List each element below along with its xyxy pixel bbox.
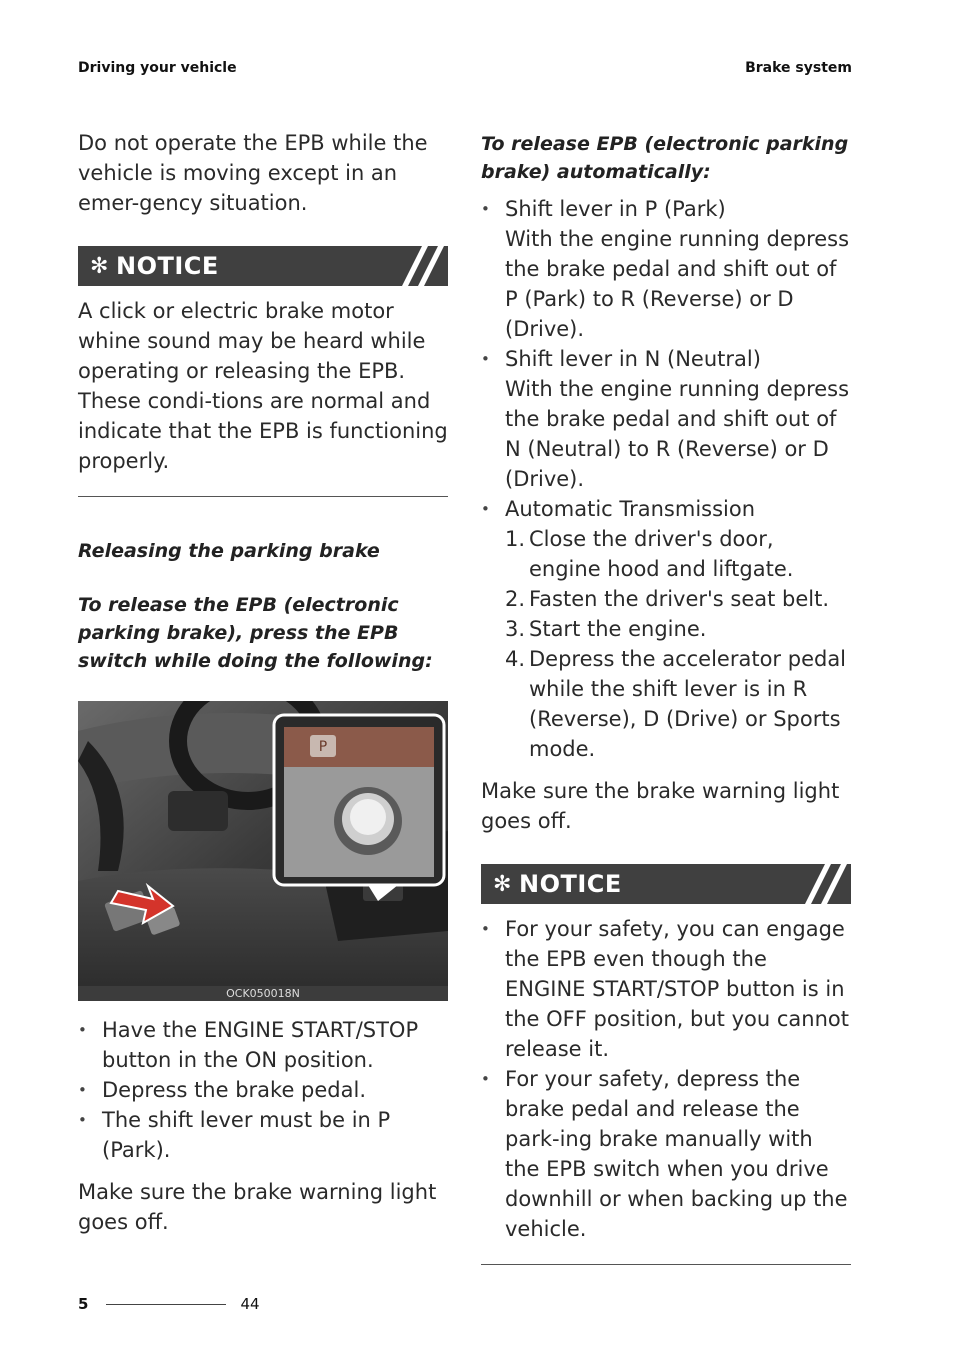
intro-paragraph: Do not operate the EPB while the vehicle is moving except in an emer-gency situation. [78, 131, 428, 215]
list-item-label: • Shift lever in N (Neutral) [505, 347, 761, 371]
notice-title: NOTICE [519, 870, 622, 898]
step-number: 3. [505, 617, 526, 641]
notice-end-rule [481, 1264, 851, 1265]
section-heading: Releasing the parking brake [78, 540, 380, 562]
left-column [78, 128, 448, 1237]
notice-text: A click or electric brake motor whine sound may be heard while operating or releasing the EPB. These condi-tions are normal and indicate that the EPB is functioning properly. [78, 299, 448, 473]
notice-safety-list [481, 914, 851, 1244]
list-item [481, 194, 851, 344]
notice-star-icon: ✻ [493, 871, 512, 897]
release-conditions-list [78, 1015, 448, 1165]
list-item-label: • Automatic Transmission [505, 497, 756, 521]
running-header-chapter: Driving your vehicle [78, 60, 237, 76]
figure-code: OCK050018N [78, 986, 448, 1001]
step-item [505, 524, 851, 584]
subsection-heading: To release the EPB (electronic parking brake), press the EPB switch while doing the following: [78, 594, 433, 672]
step-text: Depress the accelerator pedal while the shift lever is in R (Reverse), D (Drive) or Sports mode. [529, 647, 847, 761]
notice-star-icon: ✻ [90, 253, 109, 279]
epb-switch-photo [78, 701, 448, 1001]
step-item [505, 614, 851, 644]
step-number: 1. [505, 527, 526, 551]
running-header-section: Brake system [745, 60, 852, 76]
footer-rule [106, 1304, 226, 1305]
step-number: 4. [505, 647, 526, 671]
transmission-steps [505, 524, 851, 764]
step-item [505, 644, 851, 764]
step-text: Close the driver's door, engine hood and liftgate. [529, 527, 794, 581]
list-item-label: • Shift lever in P (Park) [505, 197, 726, 221]
auto-release-outro: Make sure the brake warning light goes off. [481, 779, 840, 833]
list-item-text: With the engine running depress the brake pedal and shift out of N (Neutral) to R (Reverse) or D (Drive). [505, 377, 850, 491]
step-number: 2. [505, 587, 526, 611]
step-text: Start the engine. [529, 617, 707, 641]
list-item: • For your safety, depress the brake pedal and release the park-ing brake manually with the EPB switch when you drive downhill or when backing up the vehicle. [481, 1064, 851, 1244]
list-item-text: With the engine running depress the brake pedal and shift out of P (Park) to R (Reverse) or D (Drive). [505, 227, 850, 341]
notice-title: NOTICE [116, 252, 219, 280]
outro-paragraph: Make sure the brake warning light goes off. [78, 1180, 437, 1234]
list-item [481, 494, 851, 764]
list-item: • The shift lever must be in P (Park). [78, 1105, 448, 1165]
list-item [481, 344, 851, 494]
chapter-number: 5 [78, 1295, 89, 1313]
notice-stripes-icon [388, 246, 448, 286]
step-item [505, 584, 851, 614]
car-interior-illustration [78, 701, 448, 1001]
notice-banner [78, 246, 448, 286]
right-column [481, 128, 851, 1265]
step-text: Fasten the driver's seat belt. [529, 587, 830, 611]
page-footer [78, 1295, 260, 1313]
notice-banner [481, 864, 851, 904]
auto-release-heading: To release EPB (electronic parking brake) automatically: [481, 133, 849, 183]
notice-end-rule [78, 496, 448, 497]
page-number: 44 [240, 1295, 260, 1313]
notice-stripes-icon [791, 864, 851, 904]
list-item: • For your safety, you can engage the EPB even though the ENGINE START/STOP button is in the OFF position, but you cannot release it. [481, 914, 851, 1064]
list-item: • Depress the brake pedal. [78, 1075, 448, 1105]
auto-release-list [481, 194, 851, 764]
svg-text:P: P [318, 739, 328, 755]
list-item: • Have the ENGINE START/STOP button in the ON position. [78, 1015, 448, 1075]
